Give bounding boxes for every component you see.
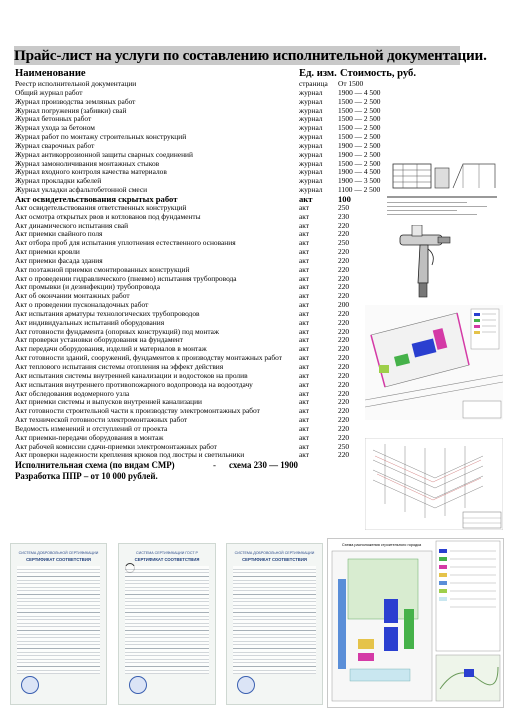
unit-cell: журнал	[299, 158, 323, 168]
unit-cell: страница	[299, 79, 328, 88]
service-name: Акт о проведении гидравлического (пневмо) испытания трубопровода	[15, 273, 237, 283]
price-cell: 220	[338, 406, 350, 416]
unit-cell: акт	[299, 255, 310, 265]
floor-plan-drawing	[365, 438, 503, 530]
service-name: Акт приемки кровли	[15, 247, 80, 257]
unit-cell: акт	[299, 432, 310, 442]
price-cell: 250	[338, 441, 350, 451]
price-cell: 220	[338, 335, 350, 345]
service-name: Журнал антикоррозионной защиты сварных соединений	[15, 149, 193, 159]
unit-cell: журнал	[299, 140, 323, 150]
price-cell: 220	[338, 362, 350, 371]
price-cell: 220	[338, 308, 350, 318]
service-name: Акт обследования водомерного узла	[15, 388, 130, 398]
unit-cell: журнал	[299, 105, 323, 115]
service-name: Акт рабочей комиссии сдачи-приемки электромонтажных работ	[15, 441, 217, 451]
certificate-2	[118, 543, 216, 705]
price-cell: 220	[338, 432, 350, 442]
price-cell: 1500 — 2 500	[338, 114, 381, 124]
service-name: Акт отбора проб для испытания уплотнения естественного основания	[15, 238, 236, 248]
service-name: Акт технической готовности электромонтажных работ	[15, 415, 188, 425]
unit-cell: журнал	[299, 87, 323, 97]
price-cell: 220	[338, 344, 350, 354]
service-name: Журнал погружения (забивки) свай	[15, 105, 127, 115]
unit-cell: акт	[299, 291, 310, 301]
service-name: Журнал ухода за бетоном	[15, 123, 95, 133]
schema-row	[15, 460, 355, 470]
unit-cell: акт	[299, 317, 310, 327]
unit-cell: акт	[299, 308, 310, 318]
price-cell: 220	[338, 388, 350, 398]
service-name: Акт испытания внутреннего противопожарного водопровода на водоотдачу	[15, 379, 253, 389]
price-cell: 220	[338, 397, 350, 407]
service-name: Акт проверки установки оборудования на фундамент	[15, 335, 183, 345]
price-cell: 220	[338, 326, 350, 336]
unit-cell: журнал	[299, 123, 323, 133]
unit-cell: журнал	[299, 114, 323, 124]
schema-price: схема 230 — 1900	[229, 460, 298, 470]
service-name: Акт промывки (и дезинфекции) трубопровода	[15, 282, 160, 292]
service-name: Акт передачи оборудования, изделий и материалов в монтаж	[15, 344, 207, 354]
service-name: Ведомость изменений и отступлений от проекта	[15, 423, 168, 433]
construction-camp-plan	[327, 538, 504, 708]
service-name: Журнал укладки асфальтобетонной смеси	[15, 185, 148, 195]
unit-cell: акт	[299, 415, 310, 425]
unit-cell: акт	[299, 211, 310, 221]
certificate-3	[226, 543, 323, 705]
service-name: Акт готовности фундамента (опорных конструкций) под монтаж	[15, 326, 220, 336]
header-name: Наименование	[15, 68, 86, 79]
unit-cell: акт	[299, 238, 310, 248]
unit-cell: акт	[299, 441, 310, 451]
price-list	[15, 79, 381, 460]
schema-separator: -	[213, 460, 216, 470]
service-name: Акт проверки надежности крепления крюков под люстры и светильники	[15, 450, 245, 460]
price-cell: 230	[338, 211, 350, 221]
service-name: Журнал производства земляных работ	[15, 96, 136, 106]
price-cell: 1500 — 2 500	[338, 96, 381, 106]
price-cell: 220	[338, 370, 350, 380]
unit-cell: акт	[299, 362, 310, 371]
certificate-title: СЕРТИФИКАТ СООТВЕТСТВИЯ	[26, 557, 91, 562]
service-name: Акт приемки фасада здания	[15, 255, 103, 265]
service-name: Акт поэтажной приемки смонтированных конструкций	[15, 264, 190, 274]
ppr-note: Разработка ППР – от 10 000 рублей.	[15, 471, 158, 481]
price-cell: 1900 — 4 500	[338, 87, 381, 97]
service-name: Акт приемки системы и выпусков внутренней канализации	[15, 397, 203, 407]
unit-cell: журнал	[299, 132, 323, 142]
unit-cell: акт	[299, 335, 310, 345]
service-name: Акт приемки свайного поля	[15, 229, 103, 239]
unit-cell: акт	[299, 406, 310, 416]
unit-cell: акт	[299, 247, 310, 257]
unit-cell: журнал	[299, 149, 323, 159]
price-cell: 220	[338, 423, 350, 433]
service-name: Журнал бетонных работ	[15, 114, 92, 124]
unit-cell: акт	[299, 229, 310, 239]
price-cell: 220	[338, 415, 350, 425]
unit-cell: журнал	[299, 96, 323, 106]
price-cell: От 1500	[338, 79, 364, 88]
price-cell: 100	[338, 193, 351, 204]
unit-cell: акт	[299, 220, 310, 230]
service-name: Журнал замоноличивания монтажных стыков	[15, 158, 160, 168]
service-name: Акт освидетельствования ответственных конструкций	[15, 202, 187, 212]
price-cell: 220	[338, 282, 350, 292]
price-cell: 220	[338, 291, 350, 301]
certificate-text-lines	[125, 566, 209, 674]
price-row	[15, 451, 360, 460]
price-cell: 1900 — 3 500	[338, 176, 381, 186]
unit-cell: акт	[299, 300, 310, 310]
unit-cell: акт	[299, 379, 310, 389]
price-cell: 1500 — 2 500	[338, 158, 381, 168]
service-name: Акт испытания системы внутренней канализации и водостоков на пролив	[15, 370, 248, 380]
price-cell: 250	[338, 202, 350, 212]
service-name: Акт готовности строительной части к производству электромонтажных работ	[15, 406, 260, 416]
certificate-header: СИСТЕМА СЕРТИФИКАЦИИ ГОСТ Р	[136, 551, 198, 555]
price-cell: 1900 — 2 500	[338, 140, 381, 150]
price-cell: 1900 — 2 500	[338, 149, 381, 159]
certificate-1	[10, 543, 107, 705]
certificate-header: СИСТЕМА ДОБРОВОЛЬНОЙ СЕРТИФИКАЦИИ	[18, 551, 99, 555]
price-cell: 1500 — 2 500	[338, 132, 381, 142]
unit-cell: акт	[299, 344, 310, 354]
certificate-title: СЕРТИФИКАТ СООТВЕТСТВИЯ	[134, 557, 200, 562]
unit-cell: акт	[299, 423, 310, 433]
service-name: Акт о проведении пусконаладочных работ	[15, 300, 149, 310]
price-cell: 220	[338, 255, 350, 265]
page-title: Прайс-лист на услуги по составлению исполнительной документации.	[14, 47, 487, 64]
service-name: Акт теплового испытания системы отопления на эффект действия	[15, 362, 224, 371]
service-name: Журнал сварочных работ	[15, 140, 95, 150]
building-sketch	[383, 160, 501, 222]
certificate-text-lines	[233, 566, 316, 674]
price-cell: 1500 — 2 500	[338, 105, 381, 115]
service-name: Акт приемки-передачи оборудования в монтаж	[15, 432, 164, 442]
unit-cell: акт	[299, 370, 310, 380]
site-plan-map	[365, 305, 503, 420]
certificate-header: СИСТЕМА ДОБРОВОЛЬНОЙ СЕРТИФИКАЦИИ	[234, 551, 315, 555]
service-name: Журнал работ по монтажу строительных конструкций	[15, 132, 187, 142]
header-unit: Ед. изм.	[299, 68, 337, 79]
service-name: Акт готовности зданий, сооружений, фундаментов к производству монтажных работ	[15, 353, 282, 363]
certificate-seal	[129, 676, 147, 694]
price-cell: 220	[338, 247, 350, 257]
spray-gun-drawing	[398, 225, 453, 300]
plan-caption: Схема расположения строительного городка	[341, 543, 422, 547]
unit-cell: акт	[299, 273, 310, 283]
price-cell: 220	[338, 379, 350, 389]
service-name: Журнал прокладки кабелей	[15, 176, 102, 186]
unit-cell: журнал	[299, 185, 323, 195]
service-name: Акт осмотра открытых рвов и котлованов под фундаменты	[15, 211, 201, 221]
unit-cell: акт	[299, 326, 310, 336]
price-cell: 220	[338, 273, 350, 283]
unit-cell: акт	[299, 202, 310, 212]
unit-cell: журнал	[299, 167, 323, 177]
service-name: Акт освидетельствования скрытых работ	[15, 193, 178, 204]
unit-cell: акт	[299, 388, 310, 398]
unit-cell: акт	[299, 193, 313, 204]
price-cell: 220	[338, 220, 350, 230]
certificate-seal	[21, 676, 39, 694]
price-cell: 1100 — 2 500	[338, 185, 381, 195]
schema-label: Исполнительная схема (по видам СМР)	[15, 460, 175, 470]
price-cell: 220	[338, 229, 350, 239]
price-cell: 220	[338, 264, 350, 274]
service-name: Общий журнал работ	[15, 87, 83, 97]
price-cell: 220	[338, 353, 350, 363]
price-cell: 220	[338, 317, 350, 327]
service-name: Журнал входного контроля качества материалов	[15, 167, 167, 177]
unit-cell: акт	[299, 264, 310, 274]
service-name: Акт об окончании монтажных работ	[15, 291, 130, 301]
service-name: Акт испытания арматуры технологических трубопроводов	[15, 308, 200, 318]
price-cell: 220	[338, 450, 350, 460]
unit-cell: акт	[299, 397, 310, 407]
unit-cell: акт	[299, 282, 310, 292]
unit-cell: журнал	[299, 176, 323, 186]
price-cell: 1500 — 2 500	[338, 123, 381, 133]
price-cell: 1900 — 4 500	[338, 167, 381, 177]
unit-cell: акт	[299, 450, 310, 460]
service-name: Реестр исполнительной документации	[15, 79, 137, 88]
unit-cell: акт	[299, 353, 310, 363]
certificate-seal	[237, 676, 255, 694]
service-name: Акт индивидуальных испытаний оборудования	[15, 317, 165, 327]
header-price: Стоимость, руб.	[340, 68, 417, 79]
certificate-text-lines	[17, 566, 100, 674]
price-cell: 250	[338, 238, 350, 248]
certificate-title: СЕРТИФИКАТ СООТВЕТСТВИЯ	[242, 557, 307, 562]
service-name: Акт динамического испытания свай	[15, 220, 129, 230]
price-cell: 200	[338, 300, 350, 310]
